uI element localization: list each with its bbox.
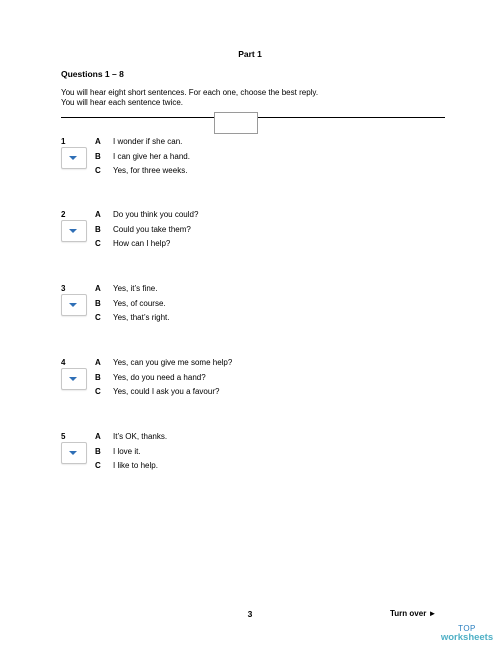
option-letter: A — [95, 432, 101, 441]
question-4 — [61, 358, 451, 418]
answer-dropdown-5[interactable] — [61, 442, 87, 464]
option-text: It’s OK, thanks. — [113, 432, 168, 441]
instruction-line: You will hear each sentence twice. — [61, 98, 183, 107]
option-letter: A — [95, 284, 101, 293]
option-letter: C — [95, 239, 101, 248]
answer-dropdown-4[interactable] — [61, 368, 87, 390]
option-text: Yes, for three weeks. — [113, 166, 188, 175]
option-letter: B — [95, 299, 101, 308]
option-text: Yes, can you give me some help? — [113, 358, 233, 367]
answer-dropdown-1[interactable] — [61, 147, 87, 169]
page-number: 3 — [247, 609, 253, 619]
option-letter: B — [95, 225, 101, 234]
option-text: Yes, do you need a hand? — [113, 373, 206, 382]
option-letter: C — [95, 166, 101, 175]
logo-top-text: TOP — [458, 624, 476, 633]
question-number: 4 — [61, 358, 66, 367]
option-text: I wonder if she can. — [113, 137, 183, 146]
instruction-line: You will hear eight short sentences. For each one, choose the best reply. — [61, 88, 319, 97]
option-letter: C — [95, 461, 101, 470]
option-letter: B — [95, 447, 101, 456]
option-letter: A — [95, 358, 101, 367]
option-text: Yes, it’s fine. — [113, 284, 158, 293]
instructions — [61, 88, 318, 108]
example-answer-box — [214, 112, 258, 134]
question-1 — [61, 137, 451, 197]
turn-over-label: Turn over ► — [390, 609, 437, 618]
topworksheets-logo — [437, 624, 497, 642]
question-number: 2 — [61, 210, 66, 219]
option-letter: A — [95, 210, 101, 219]
question-2 — [61, 210, 451, 270]
question-number: 5 — [61, 432, 66, 441]
option-text: Could you take them? — [113, 225, 191, 234]
chevron-down-icon — [69, 303, 77, 307]
option-text: Yes, of course. — [113, 299, 166, 308]
answer-dropdown-2[interactable] — [61, 220, 87, 242]
question-number: 1 — [61, 137, 66, 146]
option-text: I like to help. — [113, 461, 158, 470]
chevron-down-icon — [69, 229, 77, 233]
page-title: Part 1 — [238, 49, 262, 59]
answer-dropdown-3[interactable] — [61, 294, 87, 316]
question-number: 3 — [61, 284, 66, 293]
option-text: How can I help? — [113, 239, 171, 248]
question-5 — [61, 432, 451, 492]
option-text: Yes, that’s right. — [113, 313, 170, 322]
option-text: I can give her a hand. — [113, 152, 190, 161]
option-text: Yes, could I ask you a favour? — [113, 387, 220, 396]
chevron-down-icon — [69, 377, 77, 381]
option-text: Do you think you could? — [113, 210, 199, 219]
logo-bottom-text: worksheets — [440, 632, 494, 643]
option-letter: B — [95, 152, 101, 161]
questions-heading: Questions 1 – 8 — [61, 69, 124, 79]
option-letter: C — [95, 313, 101, 322]
option-text: I love it. — [113, 447, 141, 456]
option-letter: B — [95, 373, 101, 382]
chevron-down-icon — [69, 451, 77, 455]
chevron-down-icon — [69, 156, 77, 160]
option-letter: A — [95, 137, 101, 146]
option-letter: C — [95, 387, 101, 396]
question-3 — [61, 284, 451, 344]
